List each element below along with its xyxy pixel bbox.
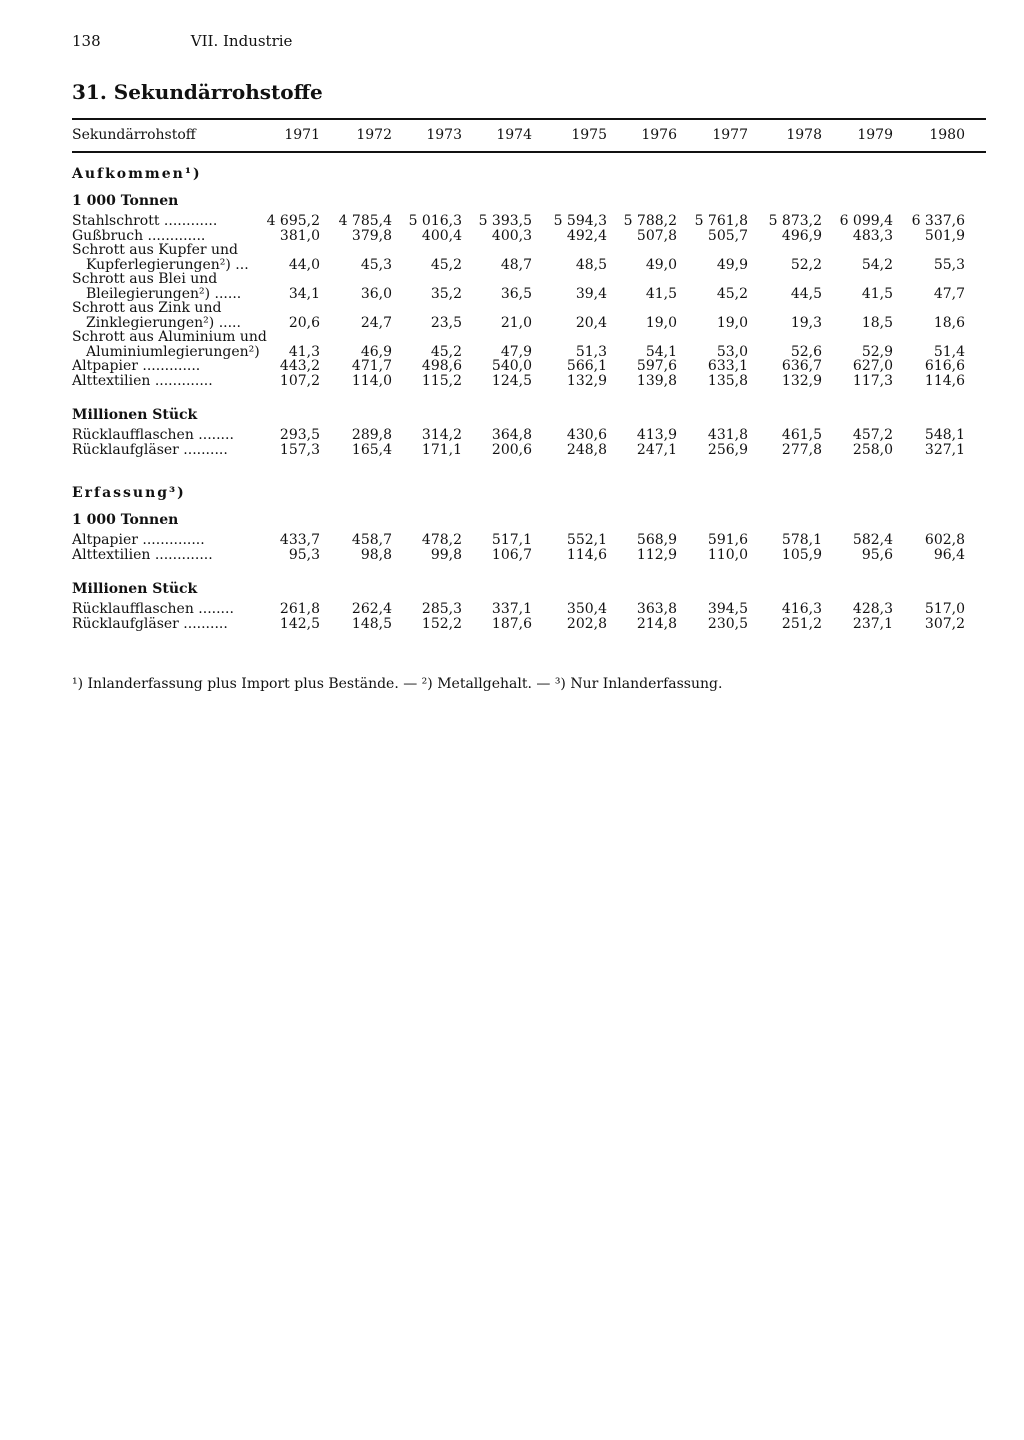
table-cell: 202,8	[566, 615, 607, 632]
table-cell: 41,5	[645, 285, 677, 302]
table-cell: 400,4	[421, 227, 462, 244]
unit-heading: 1 000 Tonnen	[72, 512, 179, 528]
table-cell: 19,3	[790, 314, 822, 331]
column-header-label: Sekundärrohstoff	[72, 127, 196, 143]
table-cell: 115,2	[421, 372, 462, 389]
table-cell: 277,8	[781, 441, 822, 458]
table-cell: 379,8	[351, 227, 392, 244]
table-cell: 230,5	[707, 615, 748, 632]
table-cell: 498,6	[421, 358, 462, 374]
table-cell: 45,2	[430, 256, 462, 273]
table-cell: 478,2	[421, 532, 462, 548]
table-cell: 45,2	[716, 285, 748, 302]
table-cell: 633,1	[707, 358, 748, 374]
table-cell: 54,1	[645, 343, 677, 360]
table-cell: 139,8	[636, 372, 677, 389]
table-cell: 18,5	[861, 314, 893, 331]
table-cell: 114,6	[566, 546, 607, 563]
table-cell: 20,4	[575, 314, 607, 331]
table-row	[72, 443, 986, 458]
table-cell: 413,9	[636, 427, 677, 443]
table-cell: 636,7	[781, 358, 822, 374]
table-cell: 517,0	[924, 601, 965, 617]
table-cell: 165,4	[351, 441, 392, 458]
table-cell: 591,6	[707, 532, 748, 548]
table-cell: 117,3	[852, 372, 893, 389]
column-header-year: 1977	[712, 127, 748, 143]
table-cell: 142,5	[279, 615, 320, 632]
table-cell: 44,0	[288, 256, 320, 273]
table-cell: 36,0	[360, 285, 392, 302]
table-cell: 597,6	[636, 358, 677, 374]
table-row	[72, 243, 986, 258]
table-row	[72, 214, 986, 229]
table-cell: 52,2	[790, 256, 822, 273]
table-row	[72, 330, 986, 345]
table-cell: 505,7	[707, 227, 748, 244]
table-row	[72, 229, 986, 244]
table-cell: 262,4	[351, 601, 392, 617]
row-label: Schrott aus Blei und	[72, 271, 218, 287]
table-cell: 501,9	[924, 227, 965, 244]
table-cell: 49,0	[645, 256, 677, 273]
row-label: Rücklaufflaschen ........	[72, 601, 234, 617]
page-header	[72, 32, 292, 50]
row-label: Schrott aus Aluminium und	[72, 329, 267, 345]
table-cell: 52,6	[790, 343, 822, 360]
table-cell: 483,3	[852, 227, 893, 244]
table-cell: 428,3	[852, 601, 893, 617]
section-heading: Aufkommen¹)	[72, 166, 202, 182]
table-row	[72, 301, 986, 316]
table-cell: 95,3	[288, 546, 320, 563]
table-row	[72, 602, 986, 617]
table-cell: 41,5	[861, 285, 893, 302]
unit-heading: Millionen Stück	[72, 581, 198, 597]
table-cell: 39,4	[575, 285, 607, 302]
table-cell: 416,3	[781, 601, 822, 617]
table-cell: 187,6	[491, 615, 532, 632]
table-cell: 337,1	[491, 601, 532, 617]
table-cell: 568,9	[636, 532, 677, 548]
table-cell: 96,4	[933, 546, 965, 563]
table-cell: 5 393,5	[478, 213, 532, 229]
table-cell: 48,7	[500, 256, 532, 273]
table-cell: 400,3	[491, 227, 532, 244]
row-label: Zinklegierungen²) .....	[86, 314, 241, 331]
top-rule	[72, 118, 986, 120]
table-cell: 6 337,6	[911, 213, 965, 229]
table-cell: 327,1	[924, 441, 965, 458]
row-label: Rücklaufflaschen ........	[72, 427, 234, 443]
table-cell: 41,3	[288, 343, 320, 360]
row-label: Alttextilien .............	[72, 546, 213, 563]
table-row	[72, 287, 986, 302]
unit-heading: 1 000 Tonnen	[72, 193, 179, 209]
table-cell: 431,8	[707, 427, 748, 443]
column-header-year: 1979	[857, 127, 893, 143]
row-label: Alttextilien .............	[72, 372, 213, 389]
row-label: Rücklaufgläser ..........	[72, 441, 228, 458]
table-cell: 237,1	[852, 615, 893, 632]
table-cell: 48,5	[575, 256, 607, 273]
table-cell: 171,1	[421, 441, 462, 458]
column-header-year: 1973	[426, 127, 462, 143]
table-cell: 5 873,2	[768, 213, 822, 229]
table-cell: 132,9	[781, 372, 822, 389]
table-cell: 433,7	[279, 532, 320, 548]
row-label: Altpapier .............	[72, 358, 201, 374]
table-cell: 98,8	[360, 546, 392, 563]
table-cell: 4 695,2	[266, 213, 320, 229]
page-number: 138	[72, 32, 101, 50]
table-cell: 247,1	[636, 441, 677, 458]
row-label: Schrott aus Kupfer und	[72, 242, 239, 258]
table-cell: 492,4	[566, 227, 607, 244]
table-cell: 132,9	[566, 372, 607, 389]
table-cell: 95,6	[861, 546, 893, 563]
table-cell: 248,8	[566, 441, 607, 458]
table-cell: 200,6	[491, 441, 532, 458]
table-cell: 627,0	[852, 358, 893, 374]
table-cell: 114,6	[924, 372, 965, 389]
table-row	[72, 428, 986, 443]
table-cell: 99,8	[430, 546, 462, 563]
table-row	[72, 617, 986, 632]
table-cell: 6 099,4	[839, 213, 893, 229]
table-cell: 214,8	[636, 615, 677, 632]
table-cell: 566,1	[566, 358, 607, 374]
row-label: Stahlschrott ............	[72, 213, 218, 229]
table-cell: 457,2	[852, 427, 893, 443]
table-cell: 363,8	[636, 601, 677, 617]
table-cell: 381,0	[279, 227, 320, 244]
table-cell: 23,5	[430, 314, 462, 331]
table-cell: 36,5	[500, 285, 532, 302]
table-cell: 261,8	[279, 601, 320, 617]
column-header-year: 1971	[284, 127, 320, 143]
table-cell: 47,7	[933, 285, 965, 302]
table-cell: 51,4	[933, 343, 965, 360]
table-cell: 548,1	[924, 427, 965, 443]
table-cell: 44,5	[790, 285, 822, 302]
table-cell: 443,2	[279, 358, 320, 374]
row-label: Schrott aus Zink und	[72, 300, 222, 316]
table-cell: 578,1	[781, 532, 822, 548]
table-cell: 602,8	[924, 532, 965, 548]
table-cell: 47,9	[500, 343, 532, 360]
table-cell: 496,9	[781, 227, 822, 244]
footnote: ¹) Inlanderfassung plus Import plus Bestände. — ²) Metallgehalt. — ³) Nur Inlanderfassung.	[72, 676, 723, 692]
table-cell: 307,2	[924, 615, 965, 632]
table-cell: 350,4	[566, 601, 607, 617]
chapter-title: VII. Industrie	[190, 32, 293, 50]
section-heading: Erfassung³)	[72, 485, 186, 501]
table-title: 31. Sekundärrohstoffe	[72, 80, 323, 104]
table-cell: 4 785,4	[338, 213, 392, 229]
table-cell: 19,0	[645, 314, 677, 331]
table-cell: 289,8	[351, 427, 392, 443]
table-cell: 34,1	[288, 285, 320, 302]
table-cell: 45,3	[360, 256, 392, 273]
table-cell: 5 016,3	[408, 213, 462, 229]
table-cell: 458,7	[351, 532, 392, 548]
table-cell: 18,6	[933, 314, 965, 331]
table-row	[72, 533, 986, 548]
table-cell: 314,2	[421, 427, 462, 443]
row-label: Rücklaufgläser ..........	[72, 615, 228, 632]
table-cell: 430,6	[566, 427, 607, 443]
table-cell: 152,2	[421, 615, 462, 632]
table-cell: 364,8	[491, 427, 532, 443]
table-cell: 5 761,8	[694, 213, 748, 229]
table-cell: 148,5	[351, 615, 392, 632]
table-row	[72, 272, 986, 287]
table-row	[72, 548, 986, 563]
row-label: Gußbruch .............	[72, 227, 206, 244]
header-rule	[72, 151, 986, 153]
column-header-year: 1972	[356, 127, 392, 143]
column-header-year: 1974	[496, 127, 532, 143]
column-header-year: 1975	[571, 127, 607, 143]
table-cell: 124,5	[491, 372, 532, 389]
table-cell: 21,0	[500, 314, 532, 331]
table-cell: 46,9	[360, 343, 392, 360]
table-cell: 19,0	[716, 314, 748, 331]
column-header-year: 1976	[641, 127, 677, 143]
table-cell: 114,0	[351, 372, 392, 389]
table-cell: 5 594,3	[553, 213, 607, 229]
row-label: Aluminiumlegierungen²)	[86, 343, 260, 360]
table-row	[72, 359, 986, 374]
table-cell: 52,9	[861, 343, 893, 360]
table-cell: 293,5	[279, 427, 320, 443]
table-cell: 49,9	[716, 256, 748, 273]
table-cell: 258,0	[852, 441, 893, 458]
table-row	[72, 258, 986, 273]
data-table	[72, 160, 986, 631]
table-cell: 53,0	[716, 343, 748, 360]
table-cell: 135,8	[707, 372, 748, 389]
table-row	[72, 316, 986, 331]
unit-heading: Millionen Stück	[72, 407, 198, 423]
table-cell: 5 788,2	[623, 213, 677, 229]
table-cell: 55,3	[933, 256, 965, 273]
table-cell: 471,7	[351, 358, 392, 374]
table-cell: 507,8	[636, 227, 677, 244]
row-label: Bleilegierungen²) ......	[86, 285, 242, 302]
table-cell: 582,4	[852, 532, 893, 548]
table-cell: 517,1	[491, 532, 532, 548]
table-cell: 256,9	[707, 441, 748, 458]
table-cell: 394,5	[707, 601, 748, 617]
table-cell: 251,2	[781, 615, 822, 632]
table-row	[72, 374, 986, 389]
table-row	[72, 345, 986, 360]
table-cell: 285,3	[421, 601, 462, 617]
table-cell: 106,7	[491, 546, 532, 563]
table-cell: 45,2	[430, 343, 462, 360]
column-header-year: 1978	[786, 127, 822, 143]
table-cell: 24,7	[360, 314, 392, 331]
table-cell: 54,2	[861, 256, 893, 273]
row-label: Altpapier ..............	[72, 532, 205, 548]
table-cell: 107,2	[279, 372, 320, 389]
table-cell: 461,5	[781, 427, 822, 443]
table-cell: 112,9	[636, 546, 677, 563]
table-cell: 540,0	[491, 358, 532, 374]
table-cell: 616,6	[924, 358, 965, 374]
table-cell: 105,9	[781, 546, 822, 563]
table-cell: 110,0	[707, 546, 748, 563]
table-cell: 51,3	[575, 343, 607, 360]
table-cell: 20,6	[288, 314, 320, 331]
table-cell: 35,2	[430, 285, 462, 302]
table-cell: 157,3	[279, 441, 320, 458]
row-label: Kupferlegierungen²) ...	[86, 256, 249, 273]
column-header-year: 1980	[929, 127, 965, 143]
table-cell: 552,1	[566, 532, 607, 548]
